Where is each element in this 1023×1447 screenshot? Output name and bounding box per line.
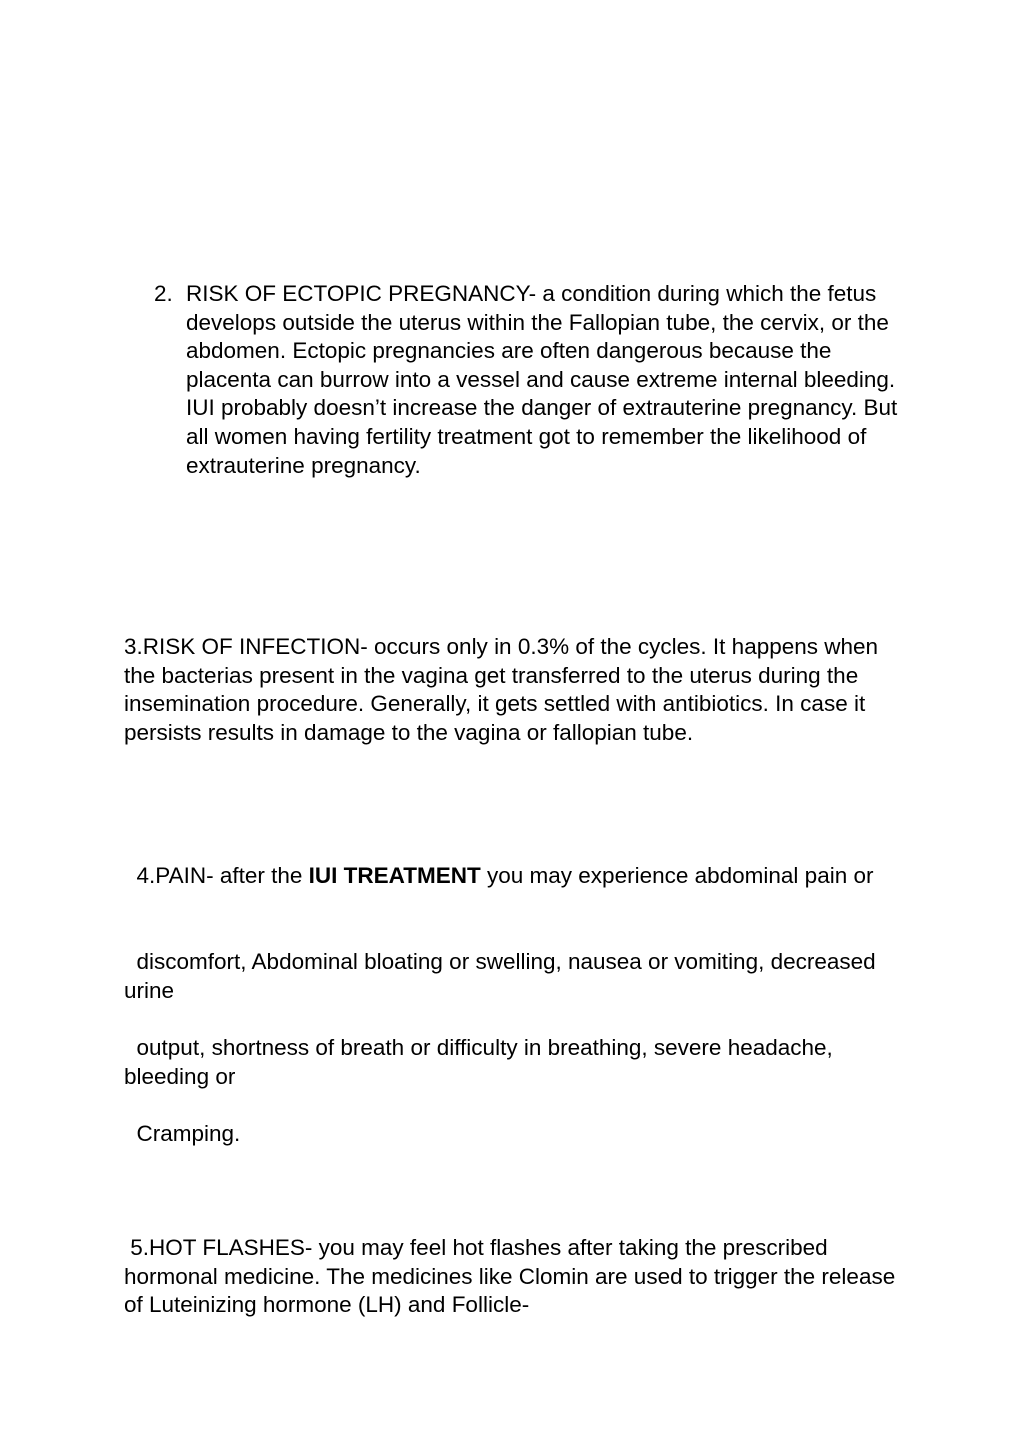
pain-rest: you may experience abdominal pain or [480,863,874,888]
list-number: 2. [154,281,173,306]
infection-paragraph: 3.RISK OF INFECTION- occurs only in 0.3% of the cycles. It happens when the bacterias present in the vagina get transferred to the uterus during the insemination procedure. Generally, it gets settled with antibiotics. In case it persists results in damage to the vagina or fallopian tube. [124,634,879,745]
list-item-ectopic-pregnancy [154,280,914,480]
pain-paragraph-line2 [124,948,914,1005]
ectopic-pregnancy-paragraph: RISK OF ECTOPIC PREGNANCY- a condition during which the fetus develops outside the uterus within the Fallopian tube, the cervix, or the abdomen. Ectopic pregnancies are often dangerous because the placenta can burrow into a vessel and cause extreme internal bleeding. IUI probably doesn’t increase the danger of extrauterine pregnancy. But all women having fertility treatment got to remember the likelihood of extrauterine pregnancy. [186,281,898,478]
hot-flashes-paragraph [124,1234,914,1320]
iui-treatment-bold: IUI TREATMENT [308,863,481,888]
hot-flashes-text: 5.HOT FLASHES- you may feel hot flashes after taking the prescribed hormonal medicine. The medicines like Clomin are used to trigger the release of Luteinizing hormone (LH) and Follicle- [124,1235,896,1318]
pain-line4-text: Cramping. [136,1121,241,1146]
pain-paragraph [124,862,914,891]
pain-lead: 4.PAIN- after the [136,863,309,888]
pain-paragraph-line3 [124,1034,914,1091]
pain-line3-text: output, shortness of breath or difficulty in breathing, severe headache, bleeding or [124,1035,833,1089]
pain-paragraph-line4 [124,1120,914,1149]
pain-line2-text: discomfort, Abdominal bloating or swelling, nausea or vomiting, decreased urine [124,949,876,1003]
